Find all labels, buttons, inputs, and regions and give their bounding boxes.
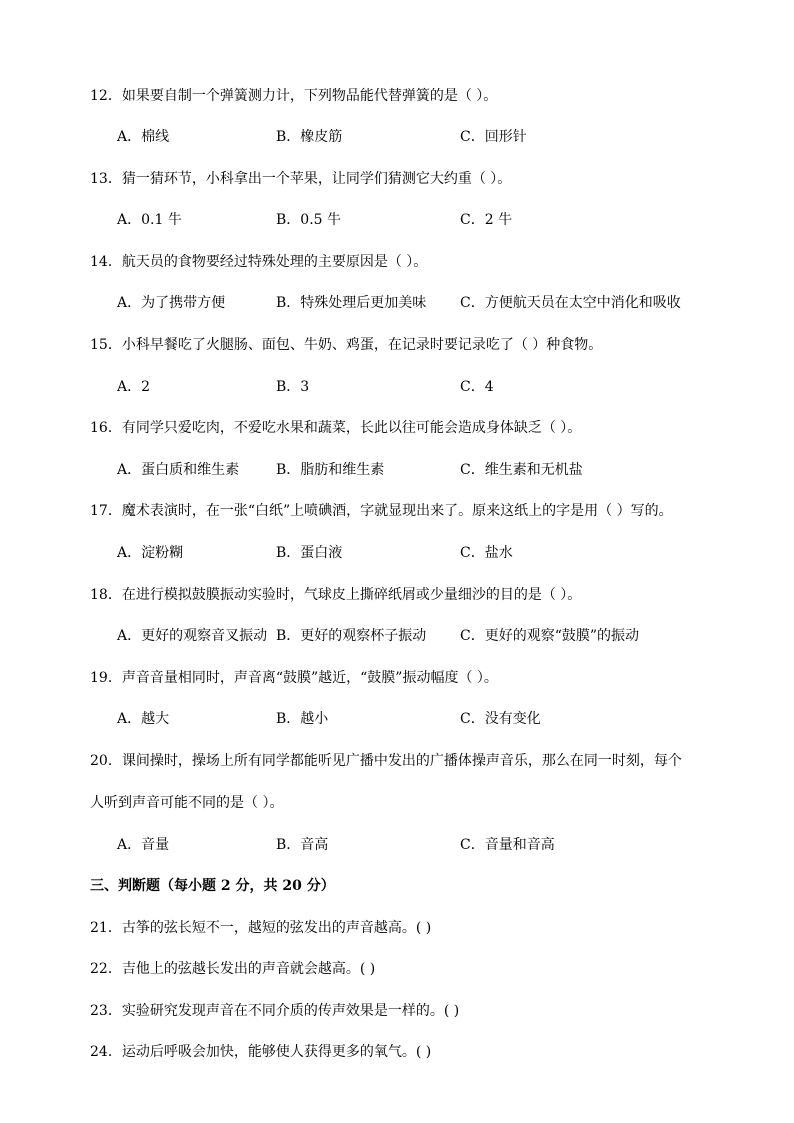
question-16: 16．有同学只爱吃肉，不爱吃水果和蔬菜，长此以往可能会造成身体缺乏（ ）。 <box>90 420 582 436</box>
question-18: 18．在进行模拟鼓膜振动实验时，气球皮上撕碎纸屑或少量细沙的目的是（ ）。 <box>90 587 582 603</box>
question-17: 17．魔术表演时，在一张“白纸”上喷碘酒，字就显现出来了。原来这纸上的字是用（ ）写的。 <box>90 503 673 519</box>
option-c[interactable]: C．音量和音高 <box>460 837 555 853</box>
question-12: 12．如果要自制一个弹簧测力计，下列物品能代替弹簧的是（ ）。 <box>90 88 498 104</box>
question-23: 23．实验研究发现声音在不同介质的传声效果是一样的。( ) <box>90 1003 460 1019</box>
question-24: 24．运动后呼吸会加快，能够使人获得更多的氧气。( ) <box>90 1044 432 1060</box>
option-a[interactable]: A．淀粉糊 <box>117 545 184 561</box>
option-b[interactable]: B．橡皮筋 <box>276 129 343 145</box>
option-a[interactable]: A．越大 <box>117 711 170 727</box>
option-c[interactable]: C．方便航天员在太空中消化和吸收 <box>460 295 681 311</box>
option-c[interactable]: C．回形针 <box>460 129 527 145</box>
option-a[interactable]: A．2 <box>117 379 151 395</box>
option-c[interactable]: C．维生素和无机盐 <box>460 462 583 478</box>
option-a[interactable]: A．音量 <box>117 837 170 853</box>
option-c[interactable]: C．4 <box>460 379 494 395</box>
question-21: 21．古筝的弦长短不一，越短的弦发出的声音越高。( ) <box>90 920 432 936</box>
option-b[interactable]: B．蛋白液 <box>276 545 343 561</box>
option-a[interactable]: A．0.1 牛 <box>117 212 182 228</box>
question-14: 14．航天员的食物要经过特殊处理的主要原因是（ ）。 <box>90 254 428 270</box>
question-20: 20．课间操时，操场上所有同学都能听见广播中发出的广播体操声音乐，那么在同一时刻，每个 <box>90 753 682 769</box>
option-c[interactable]: C．更好的观察“鼓膜”的振动 <box>460 628 640 644</box>
option-b[interactable]: B．特殊处理后更加美味 <box>276 295 427 311</box>
option-b[interactable]: B．3 <box>276 379 310 395</box>
section-title: 三、判断题（每小题 2 分，共 20 分） <box>90 878 335 894</box>
question-15: 15．小科早餐吃了火腿肠、面包、牛奶、鸡蛋，在记录时要记录吃了（ ）种食物。 <box>90 337 603 353</box>
question-22: 22．吉他上的弦越长发出的声音就会越高。( ) <box>90 961 376 977</box>
option-b[interactable]: B．越小 <box>276 711 329 727</box>
option-a[interactable]: A．棉线 <box>117 129 170 145</box>
option-a[interactable]: A．更好的观察音叉振动 <box>117 628 268 644</box>
option-b[interactable]: B．脂肪和维生素 <box>276 462 385 478</box>
option-a[interactable]: A．为了携带方便 <box>117 295 226 311</box>
option-b[interactable]: B．更好的观察杯子振动 <box>276 628 427 644</box>
question-19: 19．声音音量相同时，声音离“鼓膜”越近，“鼓膜”振动幅度（ ）。 <box>90 670 498 686</box>
option-a[interactable]: A．蛋白质和维生素 <box>117 462 240 478</box>
option-c[interactable]: C．没有变化 <box>460 711 541 727</box>
option-b[interactable]: B．0.5 牛 <box>276 212 342 228</box>
question-20-continued: 人听到声音可能不同的是（ ）。 <box>90 795 284 811</box>
option-c[interactable]: C．2 牛 <box>460 212 513 228</box>
option-c[interactable]: C．盐水 <box>460 545 513 561</box>
question-13: 13．猜一猜环节，小科拿出一个苹果，让同学们猜测它大约重（ ）。 <box>90 171 512 187</box>
option-b[interactable]: B．音高 <box>276 837 329 853</box>
